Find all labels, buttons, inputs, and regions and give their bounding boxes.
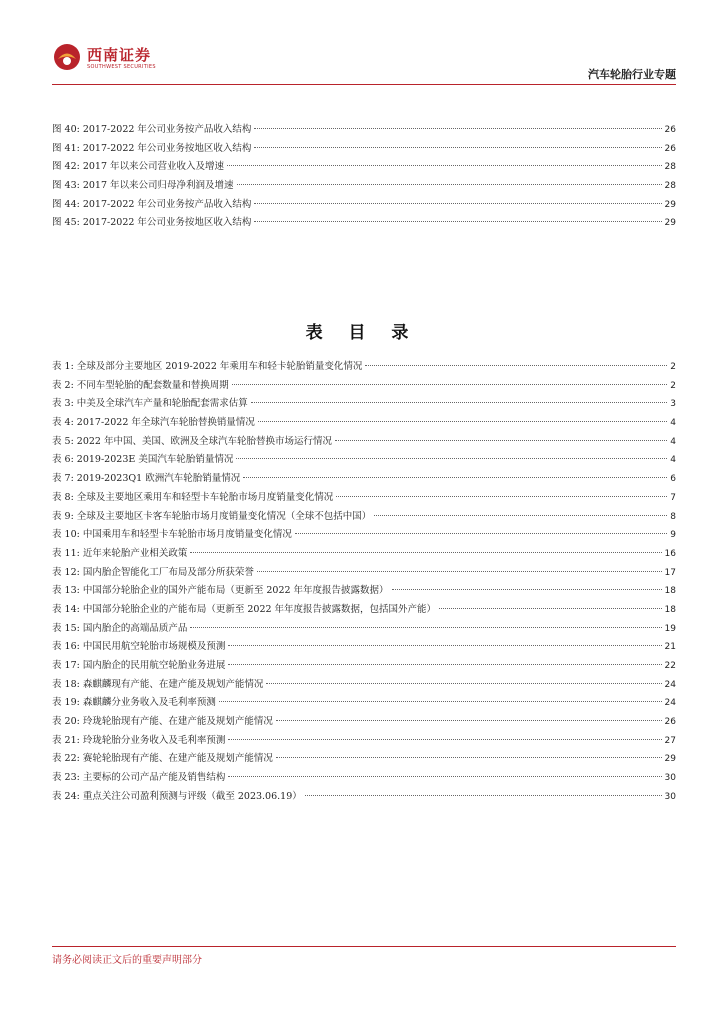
table-entry-title (52, 676, 265, 695)
table-entry[interactable] (52, 377, 676, 396)
table-entry-text: 全球及部分主要地区 2019-2022 年乘用车和轻卡轮胎销量变化情况 (76, 361, 363, 372)
table-entry-text: 全球及主要地区乘用车和轻型卡车轮胎市场月度销量变化情况 (76, 491, 334, 503)
table-entry-text: 重点关注公司盈利预测与评级（截至 2023.06.19） (82, 790, 302, 802)
figure-entry-text: 2017-2022 年公司业务按地区收入结构 (82, 142, 252, 154)
footer-divider (52, 946, 676, 947)
table-entry-title (52, 582, 391, 601)
table-entry-page-number: 2 (670, 362, 676, 372)
table-entry-title (52, 732, 227, 751)
table-entry-title (52, 657, 227, 676)
table-entry-page-number: 30 (664, 773, 676, 784)
table-entry[interactable] (52, 433, 676, 452)
table-entry-text: 森麒麟现有产能、在建产能及规划产能情况 (82, 678, 264, 690)
figure-entry[interactable] (52, 196, 676, 215)
table-entry-label: 表 6: (52, 454, 74, 466)
table-entry[interactable] (52, 508, 676, 527)
table-entry-page-number: 24 (664, 698, 676, 709)
figure-entry[interactable] (52, 158, 676, 177)
table-entry[interactable] (52, 451, 676, 470)
table-entry-label: 表 16: (52, 641, 80, 653)
table-entry-text: 近年来轮胎产业相关政策 (82, 547, 188, 559)
table-entry-title (52, 508, 373, 527)
figure-entry-label: 图 43: (52, 180, 80, 192)
table-entry-label: 表 18: (52, 678, 80, 690)
figure-entry-label: 图 41: (52, 142, 80, 154)
figure-entry-page-number: 29 (664, 218, 676, 229)
table-entry-label: 表 23: (52, 772, 80, 784)
dot-leader (254, 147, 661, 148)
table-entry[interactable] (52, 620, 676, 639)
dot-leader (336, 496, 667, 497)
dot-leader (227, 165, 662, 166)
table-entry-text: 国内胎企的民用航空轮胎业务进展 (82, 660, 226, 671)
table-entry[interactable] (52, 564, 676, 583)
logo-chinese-name: 西南证券 (87, 46, 152, 64)
table-entry-title (52, 750, 275, 769)
table-entry-label: 表 15: (52, 622, 80, 634)
tables-heading: 表 目 录 (305, 323, 419, 343)
table-entry-title (52, 451, 235, 470)
figure-entry-title (52, 158, 226, 177)
table-entry-title (52, 433, 334, 452)
table-entry-label: 表 22: (52, 753, 80, 765)
table-entry-label: 表 24: (52, 790, 80, 802)
dot-leader (392, 589, 662, 590)
figure-entry-page-number: 26 (664, 125, 676, 135)
dot-leader (228, 664, 661, 665)
table-entry[interactable] (52, 601, 676, 620)
table-entry[interactable] (52, 676, 676, 695)
table-entry-label: 表 14: (52, 603, 80, 615)
figure-entry-text: 2017-2022 年公司业务按产品收入结构 (82, 198, 252, 210)
dot-leader (219, 701, 662, 702)
logo-english-name: SOUTHWEST SECURITIES (87, 64, 156, 70)
table-entry-text: 不同车型轮胎的配套数量和替换周期 (76, 379, 229, 391)
table-entry-page-number: 21 (664, 642, 676, 653)
table-entry-title (52, 620, 189, 639)
document-title: 汽车轮胎行业专题 (588, 68, 676, 81)
table-entry-label: 表 7: (52, 473, 74, 485)
table-entry-page-number: 22 (664, 661, 676, 671)
table-entry-label: 表 10: (52, 529, 80, 541)
table-entry-label: 表 12: (52, 566, 80, 578)
table-entry-text: 中国民用航空轮胎市场规模及预测 (82, 641, 226, 653)
table-entry-page-number: 7 (670, 492, 676, 503)
table-entry[interactable] (52, 489, 676, 508)
figure-entry-title (52, 214, 253, 233)
table-entry[interactable] (52, 713, 676, 732)
table-entry-page-number: 18 (664, 586, 676, 597)
table-entry-page-number: 4 (670, 418, 676, 429)
table-entry-text: 中国乘用车和轻型卡车轮胎市场月度销量变化情况 (82, 529, 292, 541)
table-entry-title (52, 395, 250, 414)
dot-leader (276, 757, 662, 758)
figure-entry-title (52, 196, 253, 215)
table-entry-page-number: 27 (664, 735, 676, 746)
dot-leader (254, 128, 661, 129)
table-entry[interactable] (52, 395, 676, 414)
table-entry-title (52, 788, 304, 807)
dot-leader (374, 515, 667, 516)
table-entry[interactable] (52, 470, 676, 489)
table-entry-page-number: 9 (670, 530, 676, 541)
table-entry[interactable] (52, 788, 676, 807)
table-entry-title (52, 526, 294, 545)
table-entry-text: 2022 年中国、美国、欧洲及全球汽车轮胎替换市场运行情况 (76, 435, 332, 447)
dot-leader (258, 421, 667, 422)
table-entry-title (52, 769, 227, 788)
table-entry-title (52, 694, 218, 713)
table-entry[interactable] (52, 732, 676, 751)
dot-leader (237, 184, 662, 185)
table-entry-title (52, 470, 242, 489)
table-entry-title (52, 377, 231, 396)
dot-leader (266, 683, 661, 684)
figure-entry-page-number: 29 (664, 199, 676, 210)
table-entry-label: 表 5: (52, 435, 74, 447)
table-entry-page-number: 17 (664, 567, 676, 578)
page-header (52, 40, 676, 80)
table-entry-text: 国内胎企的高端品质产品 (82, 622, 188, 634)
table-entry-text: 全球及主要地区卡客车轮胎市场月度销量变化情况（全球不包括中国） (76, 510, 372, 522)
table-entry-label: 表 11: (52, 547, 80, 559)
table-entry-title (52, 564, 256, 583)
table-entry-label: 表 2: (52, 379, 74, 391)
table-entry-label: 表 1: (52, 361, 74, 372)
table-entry-label: 表 17: (52, 660, 80, 671)
dot-leader (257, 571, 662, 572)
dot-leader (251, 402, 667, 403)
table-entry-title (52, 638, 227, 657)
table-entry-text: 中国部分轮胎企业的产能布局（更新至 2022 年年度报告披露数据，包括国外产能） (82, 603, 437, 615)
table-entry-label: 表 20: (52, 716, 80, 728)
figure-entry-label: 图 42: (52, 161, 80, 173)
table-entry[interactable] (52, 638, 676, 657)
table-entry-title (52, 713, 275, 732)
table-entry-page-number: 8 (670, 511, 676, 522)
table-entry-page-number: 2 (670, 380, 676, 391)
table-entry-title (52, 358, 364, 377)
figure-entry-label: 图 40: (52, 124, 80, 135)
figure-entry-text: 2017 年以来公司归母净利润及增速 (82, 180, 234, 192)
table-entry-text: 主要标的公司产品产能及销售结构 (82, 772, 226, 784)
dot-leader (295, 533, 667, 534)
figure-entry[interactable] (52, 214, 676, 233)
dot-leader (254, 203, 661, 204)
dot-leader (335, 440, 667, 441)
table-entry-text: 玲珑轮胎分业务收入及毛利率预测 (82, 734, 226, 746)
table-entry-page-number: 24 (664, 679, 676, 690)
figure-entry-label: 图 44: (52, 198, 80, 210)
footer-disclaimer: 请务必阅读正文后的重要声明部分 (52, 955, 202, 966)
table-entry-label: 表 13: (52, 585, 80, 597)
table-entry-text: 中国部分轮胎企业的国外产能布局（更新至 2022 年年度报告披露数据） (82, 585, 389, 597)
dot-leader (232, 384, 667, 385)
dot-leader (228, 776, 661, 777)
table-entry[interactable] (52, 414, 676, 433)
dot-leader (276, 720, 662, 721)
figure-entry-title (52, 177, 236, 196)
table-entry-page-number: 6 (670, 474, 676, 485)
table-entry-title (52, 601, 438, 620)
table-entry-page-number: 3 (670, 399, 676, 410)
table-entry-title (52, 545, 189, 564)
table-entry-text: 国内胎企智能化工厂布局及部分所获荣誉 (82, 566, 254, 578)
table-entry[interactable] (52, 694, 676, 713)
dot-leader (254, 221, 661, 222)
dot-leader (190, 627, 661, 628)
table-entry-text: 2019-2023E 美国汽车轮胎销量情况 (76, 454, 234, 466)
table-entry-label: 表 9: (52, 510, 74, 522)
table-entry-page-number: 30 (664, 791, 676, 802)
table-entry-text: 2019-2023Q1 欧洲汽车轮胎销量情况 (76, 473, 241, 485)
dot-leader (365, 365, 667, 366)
table-entry[interactable] (52, 358, 676, 377)
table-entry-page-number: 29 (664, 754, 676, 765)
figure-entry-title (52, 140, 253, 159)
dot-leader (236, 458, 667, 459)
table-entry[interactable] (52, 545, 676, 564)
table-entry-title (52, 489, 335, 508)
table-entry-label: 表 3: (52, 398, 74, 410)
dot-leader (228, 645, 661, 646)
table-entry[interactable] (52, 657, 676, 676)
table-entry-page-number: 16 (664, 548, 676, 559)
figure-entry[interactable] (52, 140, 676, 159)
table-entry-page-number: 26 (664, 717, 676, 728)
figure-entry[interactable] (52, 121, 676, 140)
dot-leader (228, 739, 661, 740)
table-entry-text: 赛轮轮胎现有产能、在建产能及规划产能情况 (82, 753, 273, 765)
header-divider (52, 84, 676, 85)
table-entry-page-number: 18 (664, 604, 676, 615)
table-entry-label: 表 8: (52, 491, 74, 503)
table-entry-text: 2017-2022 年全球汽车轮胎替换销量情况 (76, 417, 255, 429)
table-entry-page-number: 4 (670, 436, 676, 447)
table-entry-page-number: 4 (670, 455, 676, 466)
table-entry-text: 森麒麟分业务收入及毛利率预测 (82, 697, 216, 709)
figure-entry-title (52, 121, 253, 140)
figure-entry-text: 2017 年以来公司营业收入及增速 (82, 161, 225, 173)
figure-list (52, 121, 676, 233)
logo-mark-icon (52, 42, 82, 72)
table-entry[interactable] (52, 526, 676, 545)
table-entry-label: 表 4: (52, 417, 74, 429)
dot-leader (243, 477, 667, 478)
table-entry-title (52, 414, 257, 433)
dot-leader (305, 795, 662, 796)
table-list (52, 358, 676, 807)
table-entry-label: 表 19: (52, 697, 80, 709)
figure-entry-text: 2017-2022 年公司业务按产品收入结构 (82, 124, 252, 135)
table-entry-text: 玲珑轮胎现有产能、在建产能及规划产能情况 (82, 716, 273, 728)
figure-entry-page-number: 28 (664, 162, 676, 173)
table-entry-text: 中美及全球汽车产量和轮胎配套需求估算 (76, 398, 248, 410)
table-entry[interactable] (52, 769, 676, 788)
figure-entry-page-number: 28 (664, 181, 676, 192)
dot-leader (439, 608, 661, 609)
company-logo (52, 40, 172, 76)
figure-entry-page-number: 26 (664, 143, 676, 154)
figure-entry-label: 图 45: (52, 217, 80, 229)
figure-entry-text: 2017-2022 年公司业务按地区收入结构 (82, 217, 252, 229)
table-entry-label: 表 21: (52, 734, 80, 746)
table-entry[interactable] (52, 750, 676, 769)
table-entry-page-number: 19 (664, 623, 676, 634)
figure-entry[interactable] (52, 177, 676, 196)
table-entry[interactable] (52, 582, 676, 601)
dot-leader (190, 552, 661, 553)
